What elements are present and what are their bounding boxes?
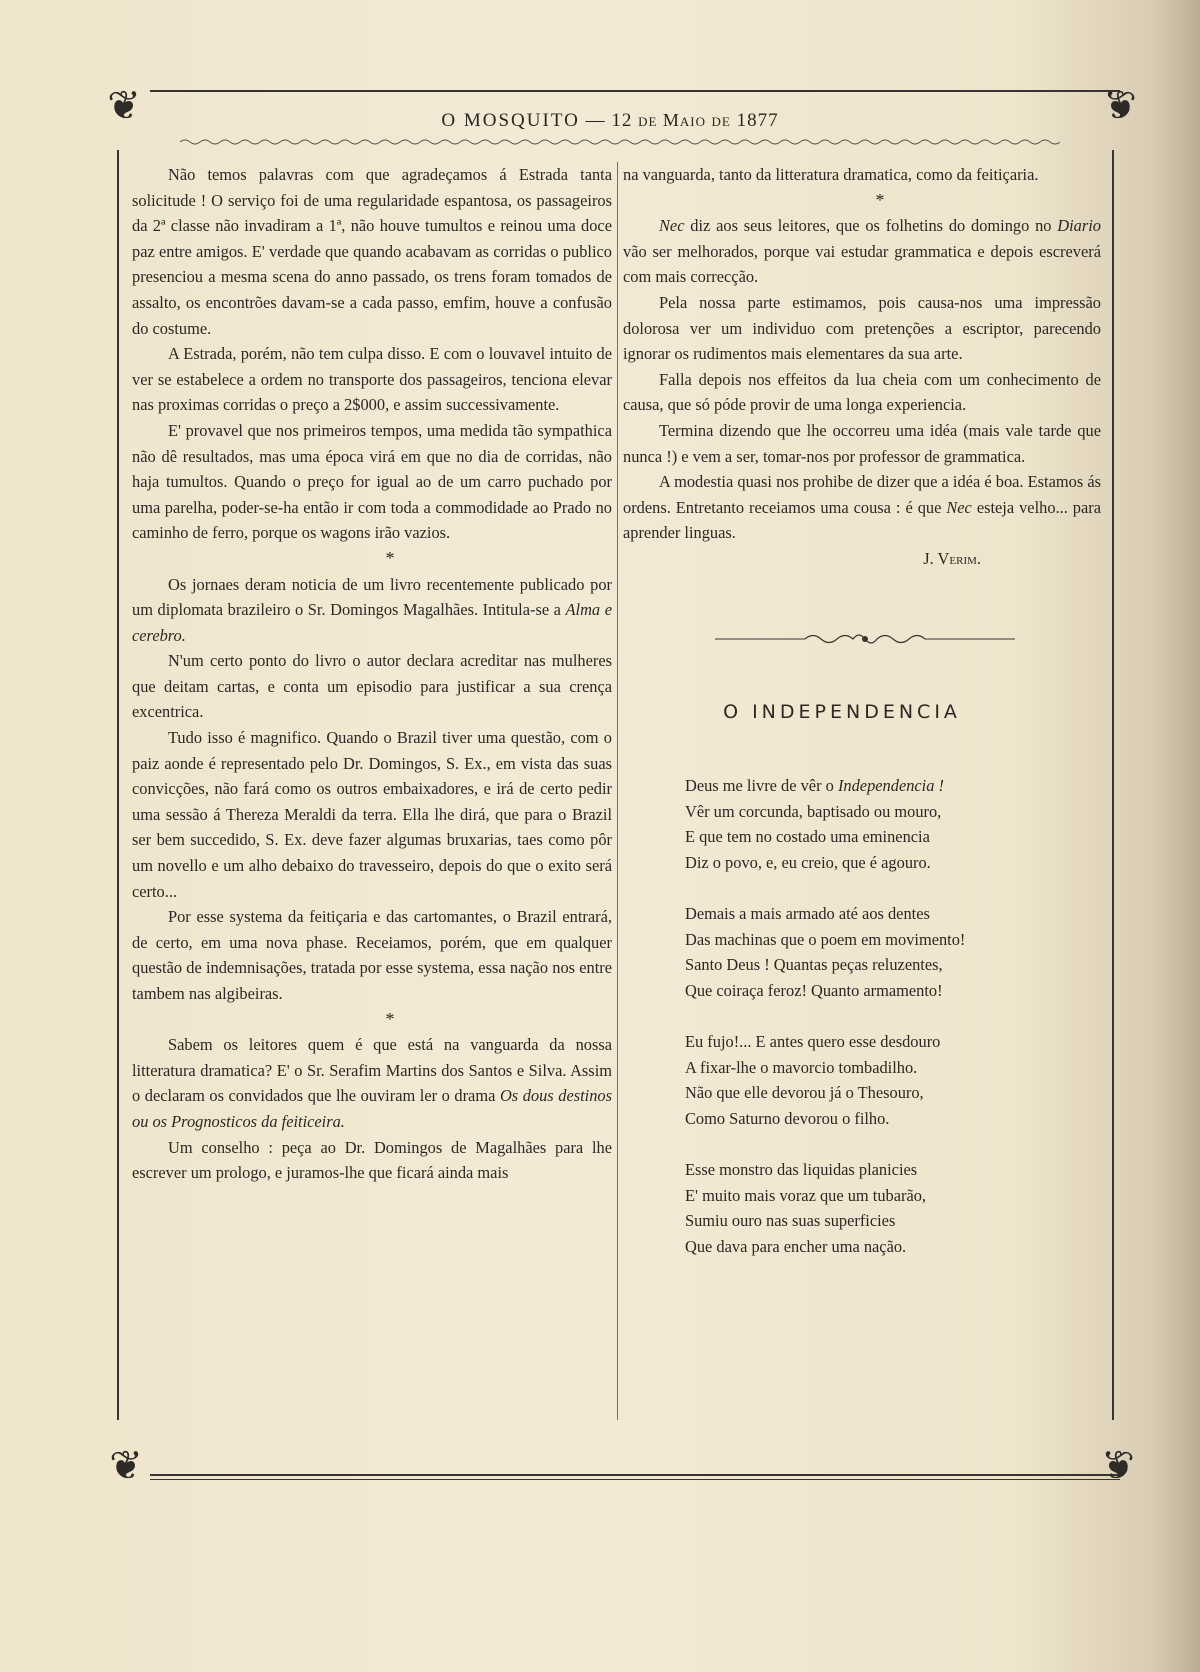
poem-verse: Vêr um corcunda, baptisado ou mouro, <box>685 801 942 821</box>
poem-stanza-1 <box>685 773 1101 875</box>
header-dash: — <box>585 110 606 131</box>
right-paragraph-3: Pela nossa parte estimamos, pois causa-nos uma impressão dolorosa ver um individuo com pretenções a escriptor, parecendo ignorar os rudimentos mais elementares da sua arte. <box>623 292 1101 364</box>
corner-ornament-bottom-left: ❦ <box>109 1443 143 1489</box>
poem-verse: Como Saturno devorou o filho. <box>685 1108 890 1128</box>
left-paragraph-4-text: Os jornaes deram noticia de um livro recentemente publicado por um diplomata brazileiro o Sr. Domingos Magalhães. Intitula-se a <box>132 574 612 620</box>
left-paragraph-5: N'um certo ponto do livro o autor declara acreditar nas mulheres que deitam cartas, e conta um episodio para justificar a sua crença excentrica. <box>132 651 612 722</box>
frame-right-line <box>1112 150 1114 1420</box>
right-paragraph-2-text-a: diz aos seus leitores, que os folhetins do domingo no <box>690 216 1052 236</box>
left-paragraph-3: E' provavel que nos primeiros tempos, uma medida tão sympathica não dê resultados, mas uma época virá em que no dia de corridas, não haja tumultos. Quando o preço for igual ao de um carro puchado por uma parelha, poder-se-ha então ir com toda a commodidade ao Prado no caminho de ferro, porque os wagons irão vazios. <box>132 420 612 543</box>
right-paragraph-2 <box>623 213 1101 290</box>
ship-name: Independencia ! <box>837 776 944 796</box>
poem-verse: Sumiu ouro nas suas superficies <box>685 1211 896 1231</box>
header-month: de Maio de <box>638 110 731 130</box>
section-separator-star: * <box>875 189 885 210</box>
poem-verse: Eu fujo!... E antes quero esse desdouro <box>685 1032 941 1052</box>
page-header <box>150 110 1070 132</box>
right-paragraph-6 <box>623 469 1101 546</box>
signature: J. Verim. <box>923 548 981 568</box>
corner-ornament-bottom-right: ❦ <box>1101 1443 1135 1489</box>
left-column <box>132 162 612 1186</box>
poem-verse: A fixar-lhe o mavorcio tombadilho. <box>685 1057 918 1077</box>
right-paragraph-5: Termina dizendo que lhe occorreu uma idéa (mais vale tarde que nunca !) e vem a ser, tomar-nos por professor de grammatica. <box>623 420 1101 466</box>
poem-stanza-4 <box>685 1157 1101 1259</box>
header-day: 12 <box>611 110 633 131</box>
header-year: 1877 <box>736 110 779 131</box>
left-paragraph-4 <box>132 572 612 649</box>
poem-verse: E' muito mais voraz que um tubarão, <box>685 1185 927 1205</box>
poem-verse: Demais a mais armado até aos dentes <box>685 904 930 924</box>
frame-left-line <box>117 150 119 1420</box>
frame-bottom-line <box>150 1474 1120 1476</box>
poem-verse: Das machinas que o poem em movimento! <box>685 929 966 949</box>
poem-verse-text: Deus me livre de vêr o <box>685 776 834 796</box>
poem-verse: E que tem no costado uma eminencia <box>685 827 930 847</box>
left-paragraph-8-text: Sabem os leitores quem é que está na vanguarda da nossa litteratura dramatica? E' o Sr. Serafim Martins dos Santos e Silva. Assim o declaram os convidados que lhe ouviram ler o drama <box>132 1035 612 1106</box>
left-paragraph-1: Não temos palavras com que agradeçamos á Estrada tanta solicitude ! O serviço foi de uma regularidade espantosa, os passageiros da 2ª classe não invadiram a 1ª, não houve tumultos e reinou uma doce paz entre amigos. E' verdade que quando acabavam as corridas o publico presenciou a mesma scena do anno passado, os trens foram tomados de assalto, os encontrões davam-se a cada passo, emfim, houve a confusão do costume. <box>132 165 612 338</box>
header-wavy-rule <box>180 138 1060 146</box>
column-divider <box>617 162 618 1420</box>
frame-bottom-line-inner <box>150 1479 1120 1480</box>
poem-verse: Santo Deus ! Quantas peças reluzentes, <box>685 955 943 975</box>
poem-verse: Esse monstro das liquidas planicies <box>685 1160 918 1179</box>
drama-title: Os dous destinos ou os Prognosticos da feiticeira. <box>132 1086 612 1131</box>
left-paragraph-6: Tudo isso é magnifico. Quando o Brazil tiver uma questão, com o paiz aonde é representado pelo Dr. Domingos, S. Ex., em vista das suas convicções, não fará como os outros embaixadores, e irá de certo pedir uma sessão á Thereza Meraldi da terra. Ella lhe dirá, que para o Brazil ser bem succedido, S. Ex. deve fazer algumas bruxarias, taes como pôr um novello e um alho debaixo do travesseiro, depois do que o exito será certo... <box>132 728 612 901</box>
right-paragraph-6-text-a: A modestia quasi nos prohibe de dizer que a idéa é boa. Estamos ás ordens. Entretanto receiamos uma cousa : é que <box>623 472 1101 517</box>
left-paragraph-8 <box>132 1032 612 1134</box>
section-separator-star: * <box>385 547 395 568</box>
poem-verse: Que dava para encher uma nação. <box>685 1236 907 1256</box>
frame-top-line <box>150 90 1120 92</box>
poem-verse: Que coiraça feroz! Quanto armamento! <box>685 980 943 1000</box>
poem-stanza-3 <box>685 1029 1101 1131</box>
book-title: Alma e cerebro. <box>132 600 612 645</box>
nec-name: Nec <box>659 216 685 236</box>
poem-stanza-2 <box>685 901 1101 1003</box>
nec-name: Nec <box>946 497 972 517</box>
poem-body <box>685 773 1101 1259</box>
left-paragraph-7: Por esse systema da feitiçaria e das cartomantes, o Brazil entrará, de certo, em uma nova phase. Receiamos, porém, que em qualquer questão de indemnisações, tratada por esse systema, essa nação nos entre tambem nas algibeiras. <box>132 907 612 1003</box>
poem-verse <box>685 773 1101 799</box>
corner-ornament-top-right: ❦ <box>1103 83 1137 129</box>
right-paragraph-6-text-b: esteja velho... para aprender linguas. <box>623 497 1101 543</box>
newspaper-title: O MOSQUITO <box>441 110 580 131</box>
left-paragraph-2: A Estrada, porém, não tem culpa disso. E com o louvavel intuito de ver se estabelece a ordem no transporte dos passageiros, tenciona elevar nas proximas corridas o preço a 2$000, e assim successivamente. <box>132 344 612 415</box>
right-paragraph-4: Falla depois nos effeitos da lua cheia com um conhecimento de causa, que só póde provir de uma longa experiencia. <box>623 369 1101 415</box>
diario-name: Diario <box>1057 216 1101 236</box>
corner-ornament-top-left: ❦ <box>107 83 141 129</box>
poem-verse: Diz o povo, e, eu creio, que é agouro. <box>685 852 931 872</box>
decorative-divider-ornament <box>715 632 1015 646</box>
right-paragraph-1: na vanguarda, tanto da litteratura dramatica, como da feitiçaria. <box>623 165 1039 184</box>
right-column <box>623 162 1101 1285</box>
section-separator-star: * <box>385 1008 395 1029</box>
right-paragraph-2-text-b: vão ser melhorados, porque vai estudar grammatica e depois escreverá com mais correcção. <box>623 241 1101 287</box>
left-paragraph-9: Um conselho : peça ao Dr. Domingos de Magalhães para lhe escrever um prologo, e juramos-lhe que ficará ainda mais <box>132 1137 612 1183</box>
poem-verse: Não que elle devorou já o Thesouro, <box>685 1083 924 1103</box>
poem-title: O INDEPENDENCIA <box>723 700 961 723</box>
